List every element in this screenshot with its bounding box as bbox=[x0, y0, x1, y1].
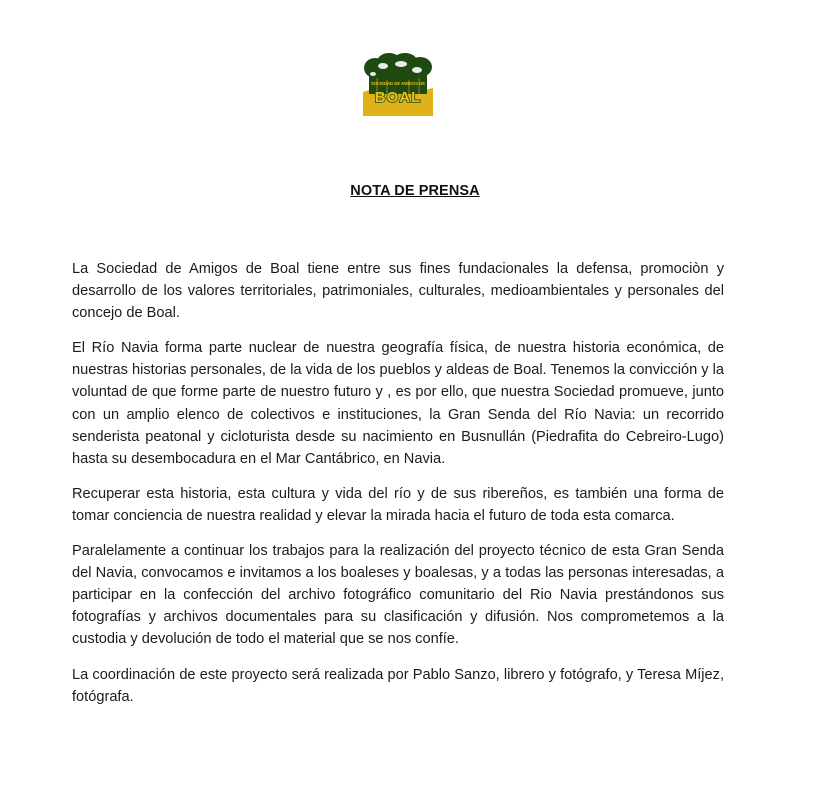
paragraph-archivo-fotografico: Paralelamente a continuar los trabajos para la realización del proyecto técnico de esta Gran Senda del Navia, convocamos e invitamos a los boaleses y boalesas, y a todas las personas interesadas, a participar en la confección del archivo fotográfico comunitario del Rio Navia prestándonos sus fotografías y archivos documentales para su clasificación y difusión. Nos comprometemos a la custodia y devolución de todo el material que se nos confíe. bbox=[72, 543, 724, 648]
tree-logo-icon bbox=[361, 52, 435, 117]
paragraph-intro: La Sociedad de Amigos de Boal tiene entre sus fines fundacionales la defensa, promociòn y desarrollo de los valores territoriales, patrimoniales, culturales, medioambientales y personales del concejo de Boal. bbox=[72, 261, 724, 322]
boal-logo bbox=[361, 52, 435, 117]
logo-big-text: BOAL bbox=[374, 89, 422, 106]
press-release-body bbox=[72, 258, 724, 721]
paragraph-coordinacion: La coordinación de este proyecto será realizada por Pablo Sanzo, librero y fotógrafo, y Teresa Míjez, fotógrafa. bbox=[72, 666, 724, 705]
page-title: NOTA DE PRENSA bbox=[350, 183, 480, 199]
paragraph-rio-navia: El Río Navia forma parte nuclear de nuestra geografía física, de nuestra historia económica, de nuestras historias personales, de la vida de los pueblos y aldeas de Boal. Tenemos la convicción y la voluntad de que forme parte de nuestro futuro y , es por ello, que nuestra Sociedad promueve, junto con un amplio elenco de colectivos e instituciones, la Gran Senda del Río Navia: un recorrido senderista peatonal y cicloturista desde su nacimiento en Busnullán (Piedrafita do Cebreiro-Lugo) hasta su desembocadura en el Mar Cantábrico, en Navia. bbox=[72, 340, 724, 467]
paragraph-recuperar: Recuperar esta historia, esta cultura y vida del río y de sus ribereños, es también una forma de tomar conciencia de nuestra realidad y elevar la mirada hacia el futuro de toda esta comarca. bbox=[72, 485, 724, 524]
logo-small-text: SOCIEDAD DE AMIGOS DE bbox=[370, 81, 426, 86]
